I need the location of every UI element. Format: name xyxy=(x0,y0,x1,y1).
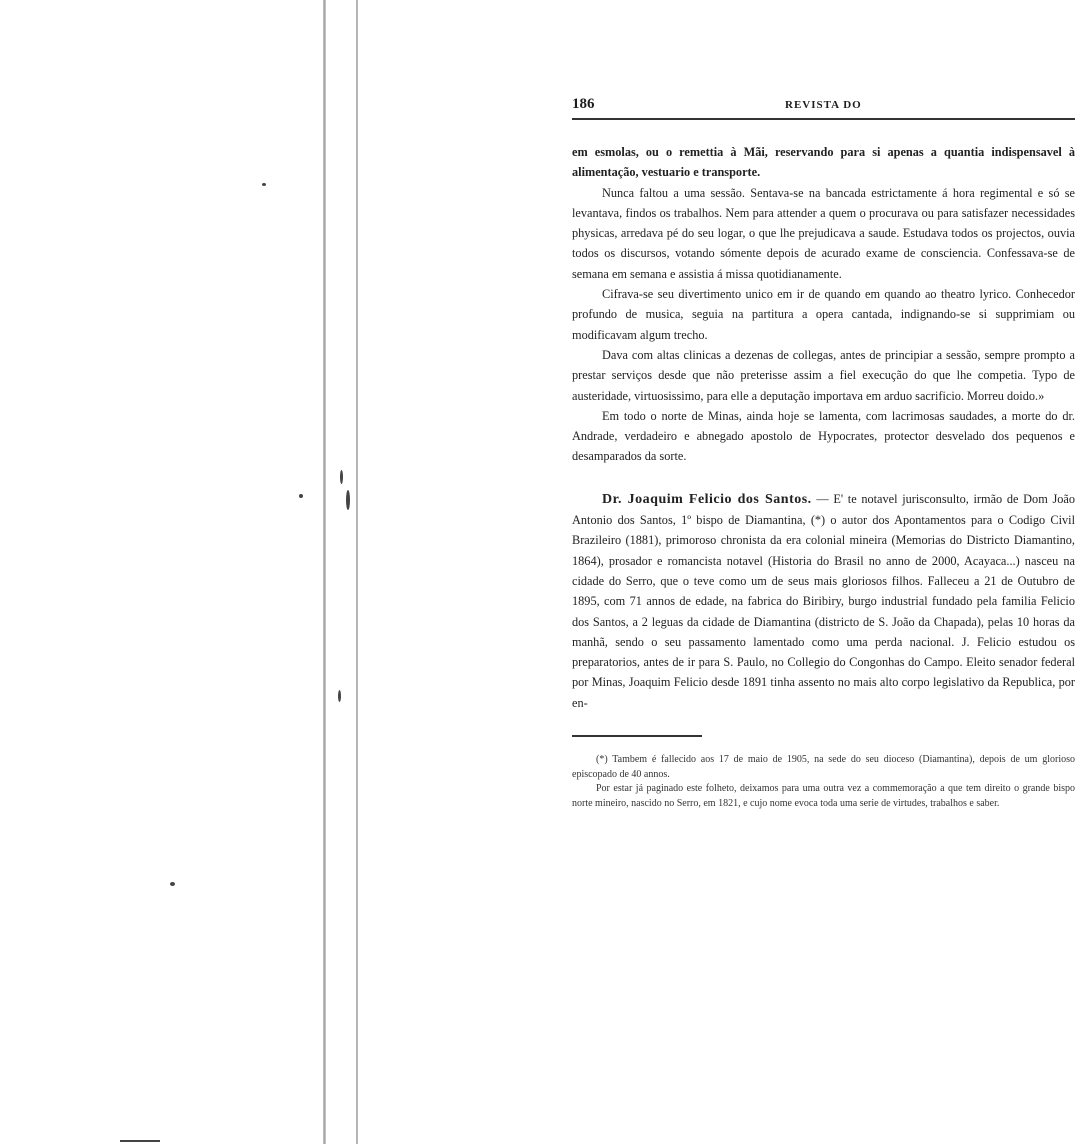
running-head: REVISTA DO xyxy=(785,99,862,111)
body-text xyxy=(572,142,1075,713)
page-number: 186 xyxy=(572,96,595,112)
paragraph: Nunca faltou a uma sessão. Sentava-se na bancada estrictamente á hora regimental e só se levantava, findos os trabalhos. Nem para attender a quem o procurava ou para satisfazer necessidades physicas, arredava pé do seu logar, o que lhe prejudicava a saude. Estudava todos os projectos, ouvia todos os discursos, votando sómente depois de acurado exame de consciencia. Confessava-se de semana em semana e assistia á missa quotidianamente. xyxy=(572,185,1075,281)
scan-speck xyxy=(346,490,350,510)
page-fold-shadow xyxy=(323,0,326,1144)
scan-speck xyxy=(338,690,341,702)
biography-name: Dr. Joaquim Felicio dos Santos. xyxy=(602,491,812,507)
paragraph: em esmolas, ou o remettia à Mãi, reservando para si apenas a quantia indispensavel à alimentação, vestuario e transporte. xyxy=(572,145,1075,180)
page-header xyxy=(572,96,1075,120)
biography-text: — E' te notavel jurisconsulto, irmão de Dom João Antonio dos Santos, 1º bispo de Diamantina, (*) o autor dos Apontamentos para o Codigo Civil Brazileiro (1881), primoroso chronista da era colonial mineira (Memorias do Districto Diamantino, 1864), prosador e romancista notavel (Historia do Brasil no anno de 2000, Acayaca...) nasceu na cidade do Serro, que o teve como um de seus mais gloriosos filhos. Falleceu a 21 de Outubro de 1895, com 71 annos de edade, na fabrica do Biribiry, burgo industrial fundado pela familia Felicio dos Santos, a 2 leguas da cidade de Diamantina (districto de S. João da Chapada), pelas 10 horas da manhã, sendo o seu passamento lamentado como uma perda nacional. J. Felicio estudou os preparatorios, antes de ir para S. Paulo, no Collegio do Congonhas do Campo. Eleito senador federal por Minas, Joaquim Felicio desde 1891 tinha assento no mais alto corpo legislativo da Republica, por en- xyxy=(572,491,1075,710)
scan-speck xyxy=(170,882,175,886)
biography-paragraph xyxy=(572,489,1075,713)
paragraph: Dava com altas clinicas a dezenas de collegas, antes de principiar a sessão, sempre prompto a prestar serviços desde que não preterisse assim a fiel execução do que lhe competia. Typo de austeridade, virtuosissimo, para elle a deputação importava em arduo sacrificio. Morreu doido.» xyxy=(572,347,1075,403)
page-fold-edge xyxy=(356,0,358,1144)
scan-speck xyxy=(299,494,303,498)
book-page xyxy=(572,96,1075,811)
paragraph: Em todo o norte de Minas, ainda hoje se lamenta, com lacrimosas saudades, a morte do dr. Andrade, verdadeiro e abnegado apostolo de Hypocrates, protector desvelado dos pequenos e desamparados da sorte. xyxy=(572,408,1075,464)
footnote-rule xyxy=(572,735,702,737)
footnote: Por estar já paginado este folheto, deixamos para uma outra vez a commemoração a que tem direito o grande bispo norte mineiro, nascido no Serro, em 1821, e cujo nome evoca toda uma serie de virtudes, trabalhos e saber. xyxy=(572,783,1075,809)
scan-speck xyxy=(120,1140,160,1142)
paragraph: Cifrava-se seu divertimento unico em ir de quando em quando ao theatro lyrico. Conhecedor profundo de musica, seguia na partitura a opera cantada, indignando-se si supprimiam ou modificavam algum trecho. xyxy=(572,287,1075,342)
footnote: (*) Tambem é fallecido aos 17 de maio de 1905, na sede do seu dioceso (Diamantina), depois de um glorioso episcopado de 40 annos. xyxy=(572,754,1075,780)
scan-speck xyxy=(340,470,343,484)
footnotes xyxy=(572,753,1075,811)
scan-speck xyxy=(262,183,266,186)
